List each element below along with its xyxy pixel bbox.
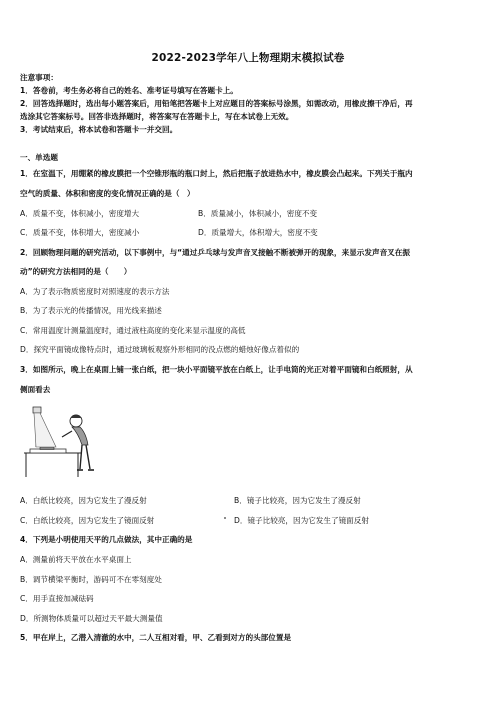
q5-stem: 5．甲在岸上，乙潜入清澈的水中，二人互相对看，甲、乙看到对方的头部位置是 xyxy=(20,633,292,642)
flashlight-mirror-figure xyxy=(22,403,96,479)
q2-option-c: C．常用温度计测量温度时，通过液柱高度的变化来显示温度的高低 xyxy=(20,326,246,335)
q3-option-c: C．白纸比较亮，因为它发生了镜面反射 xyxy=(20,516,155,525)
q3-stem-line2: 侧面看去 xyxy=(20,385,51,394)
q3-illustration xyxy=(22,403,96,479)
q4-option-b: B．调节横梁平衡时，游码可不在零刻度处 xyxy=(20,575,162,584)
q3-stem-line1: 3．如图所示，晚上在桌面上铺一张白纸，把一块小平面镜平放在白纸上，让手电筒的光正对着平面镜和白纸照射，从 xyxy=(20,365,413,374)
stray-mark xyxy=(224,517,226,519)
q1-option-a: A．质量不变，体积减小，密度增大 xyxy=(20,209,140,218)
q2-option-b: B．为了表示光的传播情况，用光线来描述 xyxy=(20,306,162,315)
q4-option-c: C．用手直接加减砝码 xyxy=(20,594,94,603)
q2-stem-line2: 动”的研究方法相同的是（ ） xyxy=(20,267,132,276)
q3-option-a: A．白纸比较亮，因为它发生了漫反射 xyxy=(20,496,147,505)
notice-header: 注意事项： xyxy=(20,73,58,82)
q4-option-a: A．测量前将天平放在水平桌面上 xyxy=(20,555,132,564)
q1-option-d: D．质量增大，体积增大，密度不变 xyxy=(198,228,318,237)
notice-item-1: 1．答卷前，考生务必将自己的姓名、准考证号填写在答题卡上。 xyxy=(20,86,238,95)
section-heading: 一、单选题 xyxy=(20,153,58,162)
page-title: 2022-2023学年八上物理期末模拟试卷 xyxy=(151,52,345,64)
q2-option-a: A．为了表示物质密度时对照速度的表示方法 xyxy=(20,287,170,296)
q4-stem: 4．下列是小明使用天平的几点做法，其中正确的是 xyxy=(20,535,193,544)
notice-item-2: 2．回答选择题时，选出每小题答案后，用铅笔把答题卡上对应题目的答案标号涂黑，如需改动，用橡皮擦干净后，再 xyxy=(20,99,413,108)
q1-stem-line1: 1．在室温下，用绷紧的橡皮膜把一个空锥形瓶的瓶口封上，然后把瓶子放进热水中，橡皮膜会凸起来。下列关于瓶内 xyxy=(20,169,413,178)
q1-option-c: C．质量不变，体积增大，密度减小 xyxy=(20,228,140,237)
q1-stem-line2: 空气的质量、体积和密度的变化情况正确的是（ ） xyxy=(20,189,195,198)
notice-item-2-cont: 选涂其它答案标号。回答非选择题时，将答案写在答题卡上，写在本试卷上无效。 xyxy=(20,112,294,121)
q3-option-b: B．镜子比较亮，因为它发生了漫反射 xyxy=(234,496,361,505)
q1-option-b: B．质量减小，体积减小，密度不变 xyxy=(198,209,318,218)
notice-item-3: 3．考试结束后，将本试卷和答题卡一并交回。 xyxy=(20,125,178,134)
q2-option-d: D．探究平面镜成像特点时，通过玻璃板观察外形相同的没点燃的蜡烛好像点着似的 xyxy=(20,345,300,354)
q4-option-d: D．所测物体质量可以超过天平最大测量值 xyxy=(20,614,163,623)
q2-stem-line1: 2．回顾物理问题的研究活动，以下事例中，与“通过乒乓球与发声音叉接触不断被弹开的现象，来显示发声音叉在振 xyxy=(20,248,410,257)
q3-option-d: D．镜子比较亮，因为它发生了镜面反射 xyxy=(234,516,369,525)
